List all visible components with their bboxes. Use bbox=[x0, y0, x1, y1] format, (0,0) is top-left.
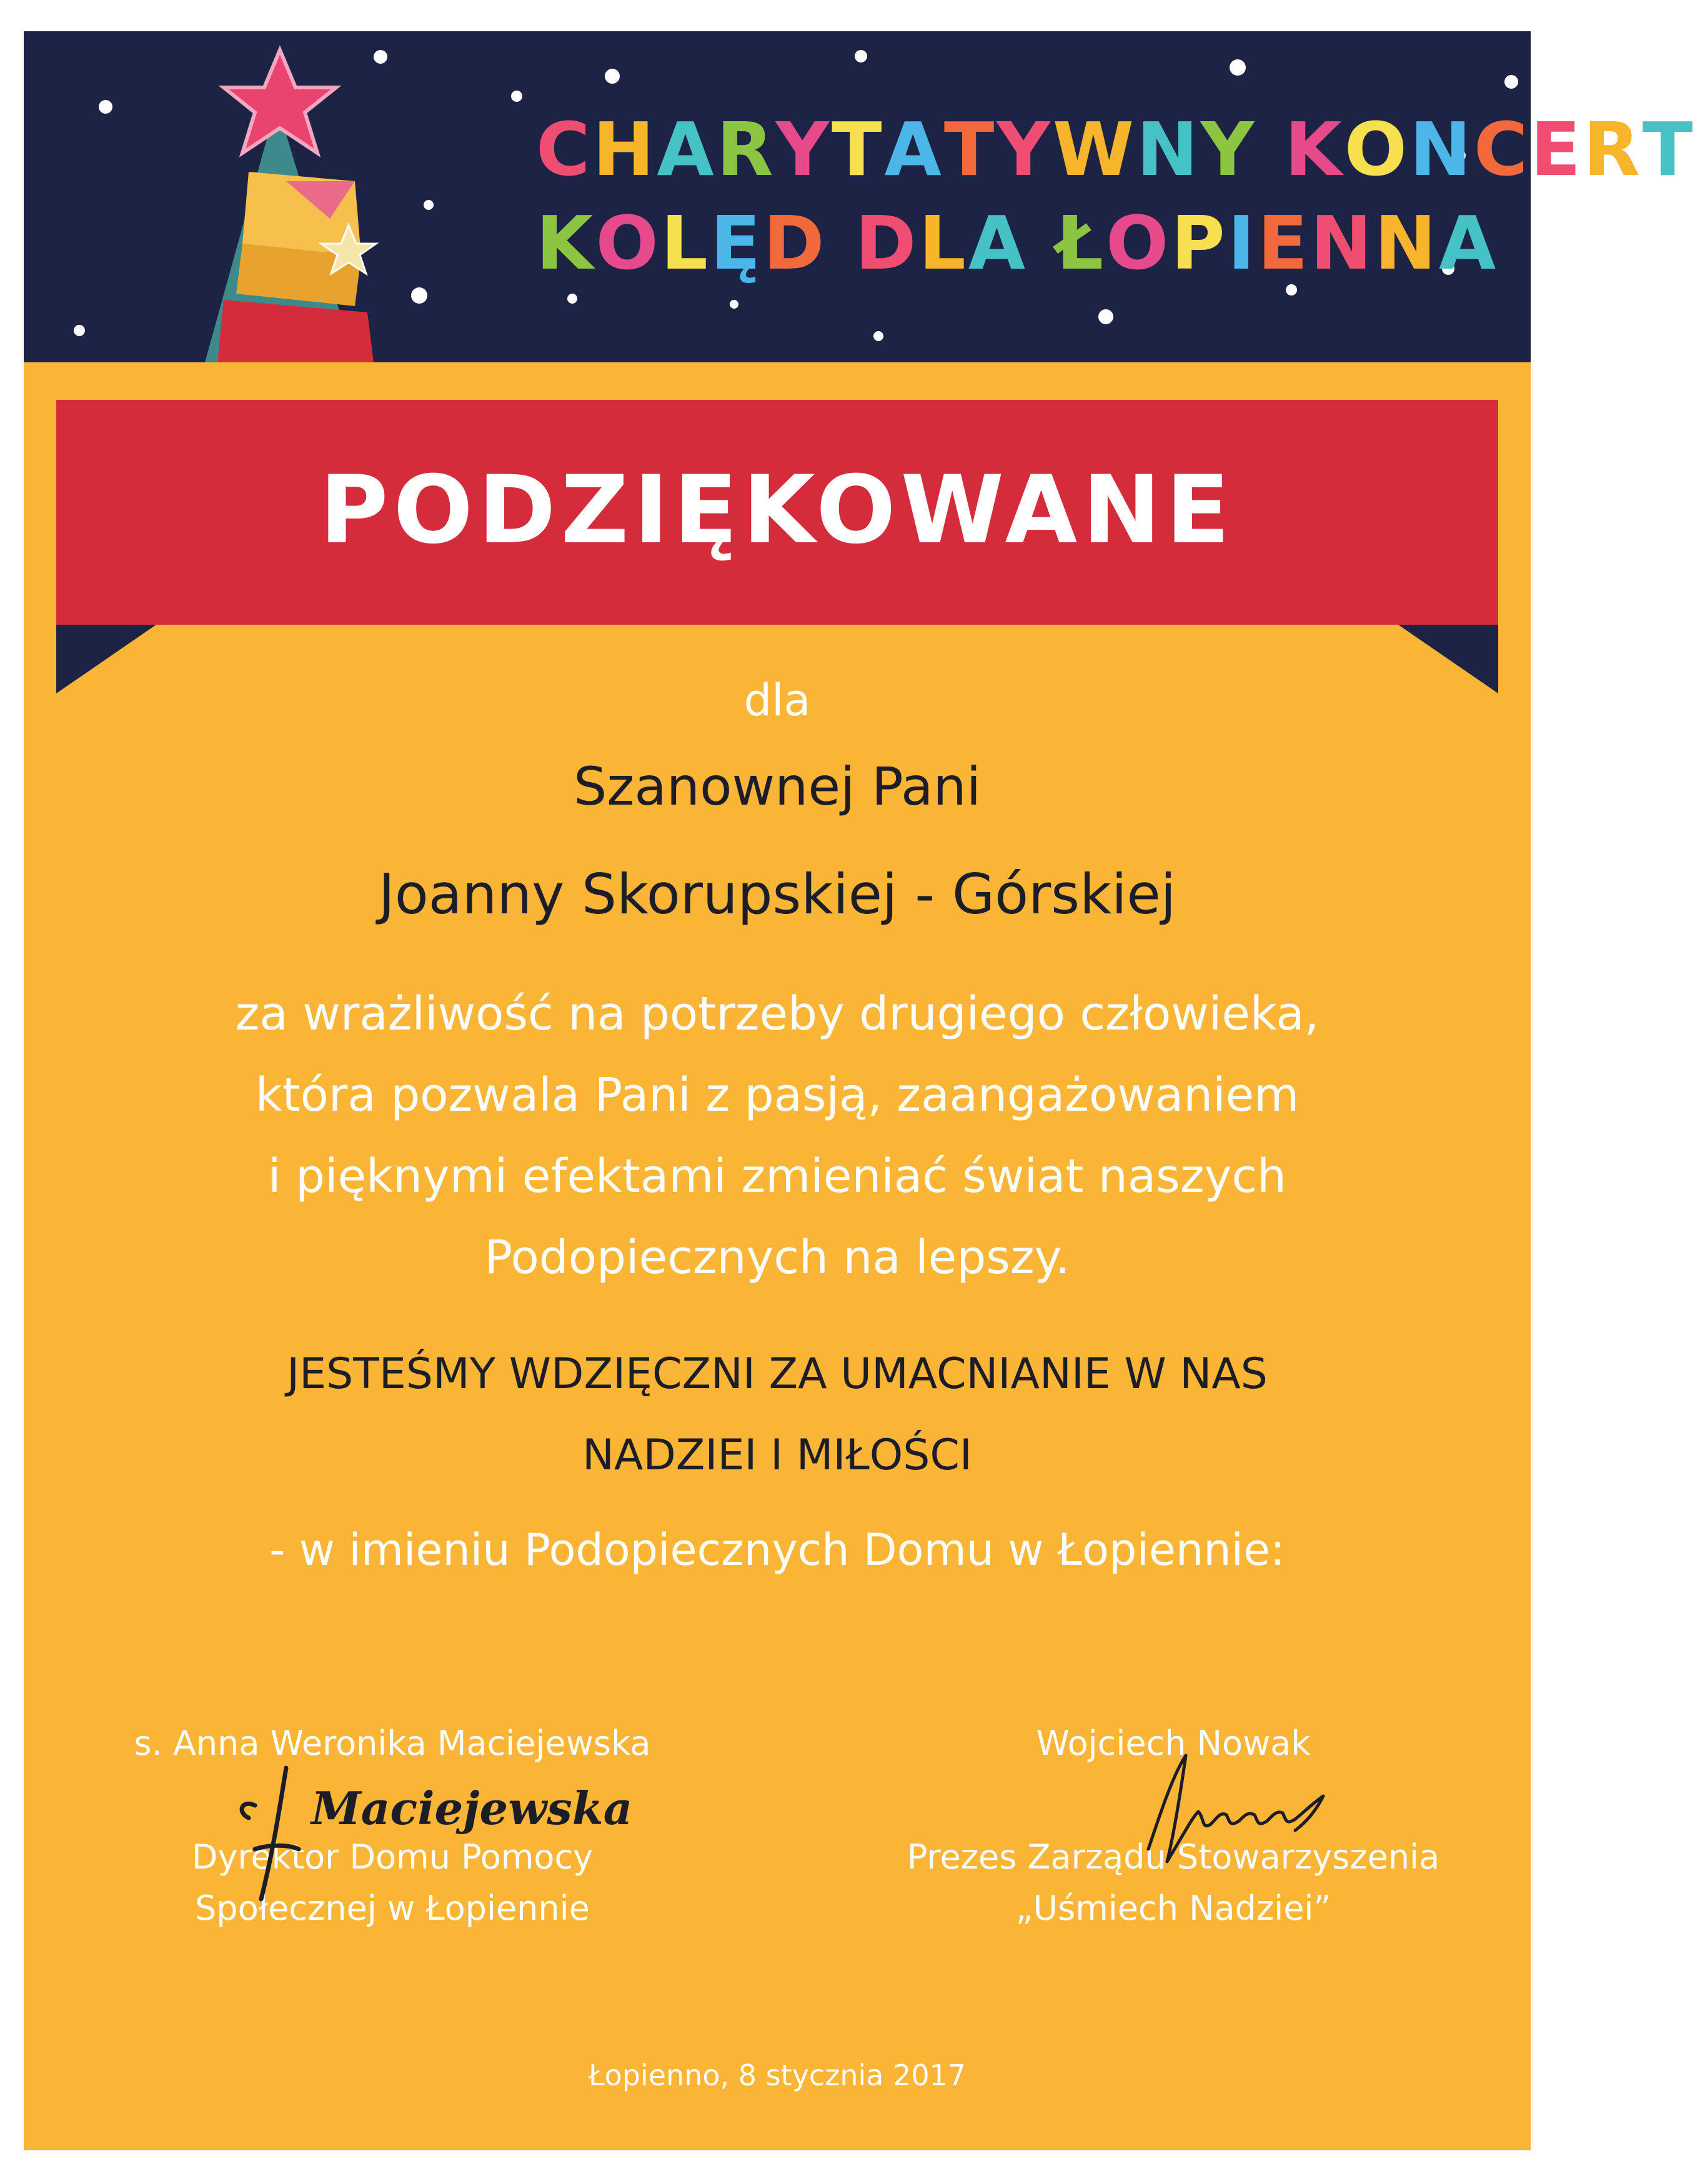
header-letter: Y bbox=[1200, 106, 1257, 192]
header-letter: P bbox=[1171, 200, 1228, 286]
header-letter: A bbox=[884, 106, 944, 192]
recipient-name: Joanny Skorupskiej - Górskiej bbox=[378, 862, 1176, 926]
message-line: Podopiecznych na lepszy. bbox=[484, 1231, 1070, 1284]
snow-dot bbox=[74, 325, 85, 336]
signer-role-left: Społecznej w Łopiennie bbox=[195, 1889, 590, 1928]
header-letter: N bbox=[1136, 106, 1201, 192]
header-letter: T bbox=[943, 106, 997, 192]
header-letter: N bbox=[1409, 106, 1474, 192]
header-letter: N bbox=[1310, 200, 1375, 286]
handwritten-signature-right bbox=[1136, 1737, 1336, 1887]
header-letter bbox=[827, 200, 855, 286]
header-letter: C bbox=[1473, 106, 1531, 192]
certificate-sheet bbox=[24, 31, 1695, 2150]
header-letter: T bbox=[832, 106, 885, 192]
signer-role-right: Prezes Zarządu Stowarzyszenia bbox=[907, 1837, 1440, 1877]
snow-dot bbox=[1098, 309, 1113, 324]
header-letter: O bbox=[1344, 106, 1410, 192]
message-line: która pozwala Pani z pasją, zaangażowaniem bbox=[255, 1068, 1300, 1122]
header-letter: R bbox=[1583, 106, 1643, 192]
header-letter: A bbox=[968, 200, 1028, 286]
place-and-date: Łopienno, 8 stycznia 2017 bbox=[588, 2058, 967, 2092]
header-letter bbox=[1256, 106, 1285, 192]
snow-dot bbox=[605, 69, 620, 84]
header-letter: K bbox=[536, 200, 596, 286]
christmas-tree-icon bbox=[167, 37, 455, 362]
snow-dot bbox=[1504, 75, 1518, 89]
header-letter: L bbox=[660, 200, 710, 286]
header-letter: L bbox=[918, 200, 968, 286]
gratitude-line: NADZIEI I MIŁOŚCI bbox=[582, 1431, 972, 1480]
header-letter: T bbox=[1642, 106, 1695, 192]
header-letter: H bbox=[592, 106, 657, 192]
message-line: i pięknymi efektami zmieniać świat naszych bbox=[268, 1149, 1286, 1203]
title-banner bbox=[56, 400, 1498, 625]
snow-dot bbox=[855, 50, 867, 62]
message-line: za wrażliwość na potrzeby drugiego człowieka, bbox=[235, 987, 1320, 1041]
gratitude-line: JESTEŚMY WDZIĘCZNI ZA UMACNIANIE W NAS bbox=[287, 1349, 1268, 1399]
handwritten-signature-text: Maciejewska bbox=[311, 1782, 633, 1835]
header-letter: E bbox=[1530, 106, 1584, 192]
concert-title-line1 bbox=[536, 106, 1695, 192]
signer-role-left: Dyrektor Domu Pomocy bbox=[191, 1837, 594, 1877]
header-letter: D bbox=[855, 200, 919, 286]
header-letter: Y bbox=[997, 106, 1053, 192]
concert-title-line2 bbox=[536, 200, 1511, 286]
header-letter: Ł bbox=[1056, 200, 1106, 286]
on-behalf-line: - w imieniu Podopiecznych Domu w Łopiennie: bbox=[269, 1524, 1285, 1576]
header-letter: O bbox=[595, 200, 661, 286]
snow-dot bbox=[567, 294, 577, 304]
header-letter: A bbox=[657, 106, 717, 192]
header-letter: I bbox=[1227, 200, 1258, 286]
signer-name-right: Wojciech Nowak bbox=[1036, 1724, 1311, 1763]
header-letter: R bbox=[716, 106, 776, 192]
signer-name-left: s. Anna Weronika Maciejewska bbox=[134, 1724, 651, 1763]
snow-dot bbox=[511, 91, 522, 102]
header-letter: A bbox=[1438, 200, 1499, 286]
snow-dot bbox=[873, 331, 883, 341]
salutation: Szanownej Pani bbox=[573, 756, 982, 817]
header-letter: K bbox=[1285, 106, 1345, 192]
header-letter: Ę bbox=[710, 200, 763, 286]
header-letter bbox=[1028, 200, 1056, 286]
signer-role-right: „Uśmiech Nadziei” bbox=[1015, 1889, 1331, 1928]
header-letter: W bbox=[1052, 106, 1136, 192]
header-letter: C bbox=[536, 106, 593, 192]
header-letter: O bbox=[1105, 200, 1171, 286]
header-letter: E bbox=[1257, 200, 1311, 286]
header-band bbox=[24, 31, 1695, 362]
handwritten-signature-left bbox=[217, 1755, 633, 1918]
header-letter: Y bbox=[775, 106, 832, 192]
snow-dot bbox=[1230, 59, 1246, 76]
certificate-title: PODZIĘKOWANE bbox=[319, 456, 1235, 565]
header-letter: D bbox=[763, 200, 827, 286]
snow-dot bbox=[730, 300, 738, 309]
for-label: dla bbox=[743, 675, 811, 726]
snow-dot bbox=[99, 100, 112, 114]
header-letter: N bbox=[1374, 200, 1439, 286]
